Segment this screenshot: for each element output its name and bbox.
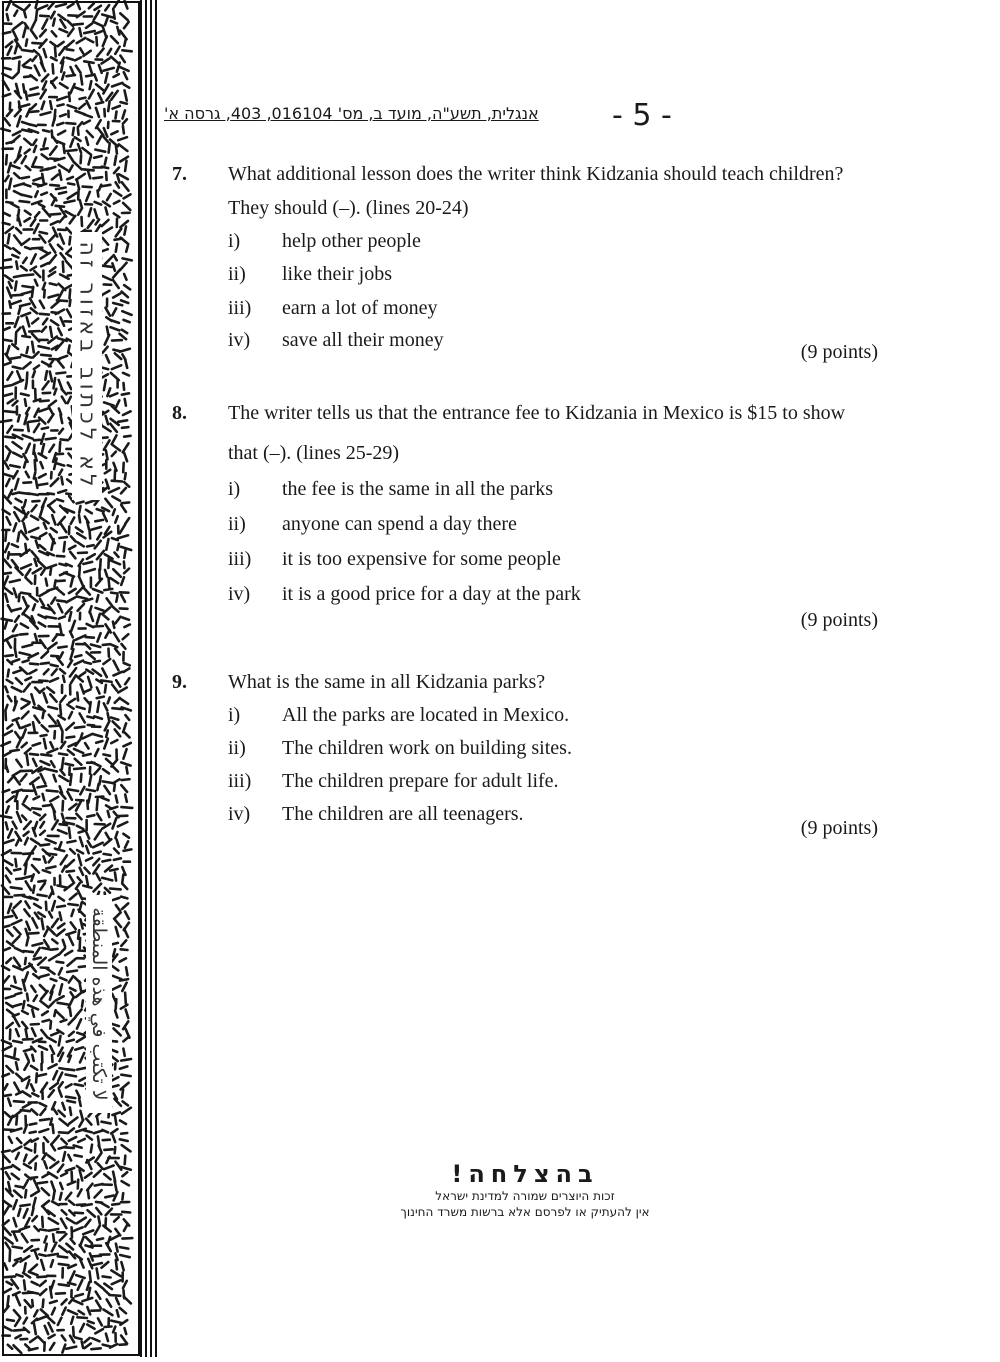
good-luck-text: בהצלחה! (330, 1160, 720, 1188)
option-label: ii) (228, 513, 246, 536)
option-text: earn a lot of money (282, 297, 438, 320)
option-label: iv) (228, 583, 250, 606)
hebrew-no-write-text: לא לכתוב באזור זה (75, 242, 100, 491)
option-text: it is too expensive for some people (282, 548, 561, 571)
option-text: it is a good price for a day at the park (282, 583, 581, 606)
option-label: ii) (228, 263, 246, 286)
option-label: iv) (228, 329, 250, 352)
hebrew-no-write-label (72, 232, 102, 500)
option-label: iii) (228, 548, 251, 571)
points-label: (9 points) (801, 341, 878, 364)
option-label: iii) (228, 770, 251, 793)
option-text: The children work on building sites. (282, 737, 572, 760)
question-9 (172, 671, 892, 861)
option-label: i) (228, 478, 240, 501)
question-stem: What is the same in all Kidzania parks? (228, 671, 545, 694)
option-text: like their jobs (282, 263, 392, 286)
option-label: i) (228, 230, 240, 253)
question-stem-continuation: They should (–). (lines 20-24) (228, 197, 469, 220)
option-label: i) (228, 704, 240, 727)
question-number: 7. (172, 163, 187, 186)
question-7 (172, 163, 892, 373)
rice-pattern (0, 0, 160, 1357)
option-text: help other people (282, 230, 421, 253)
page-number: - 5 - (612, 98, 672, 133)
page-header (160, 98, 680, 138)
question-stem: What additional lesson does the writer think Kidzania should teach children? (228, 163, 843, 186)
question-number: 9. (172, 671, 187, 694)
option-text: the fee is the same in all the parks (282, 478, 553, 501)
exam-header-title: אנגלית, תשע"ה, מועד ב, מס' 016104, 403, גרסה א' (164, 104, 539, 123)
points-label: (9 points) (801, 817, 878, 840)
option-label: ii) (228, 737, 246, 760)
option-text: The children are all teenagers. (282, 803, 524, 826)
points-label: (9 points) (801, 609, 878, 632)
question-stem-continuation: that (–). (lines 25-29) (228, 442, 399, 465)
option-label: iv) (228, 803, 250, 826)
option-text: All the parks are located in Mexico. (282, 704, 569, 727)
copyright-line: אין להעתיק או לפרסם אלא ברשות משרד החינוך (330, 1204, 720, 1220)
question-8 (172, 402, 892, 642)
copyright-line: זכות היוצרים שמורה למדינת ישראל (330, 1188, 720, 1204)
option-text: The children prepare for adult life. (282, 770, 559, 793)
option-text: anyone can spend a day there (282, 513, 517, 536)
side-margin-strip (0, 0, 160, 1357)
question-stem: The writer tells us that the entrance fee to Kidzania in Mexico is $15 to show (228, 402, 845, 425)
option-label: iii) (228, 297, 251, 320)
question-number: 8. (172, 402, 187, 425)
arabic-no-write-label (86, 895, 112, 1113)
arabic-no-write-text: لا تكتب في هذه المنطقة (88, 907, 110, 1100)
option-text: save all their money (282, 329, 444, 352)
page-footer (330, 1160, 720, 1220)
